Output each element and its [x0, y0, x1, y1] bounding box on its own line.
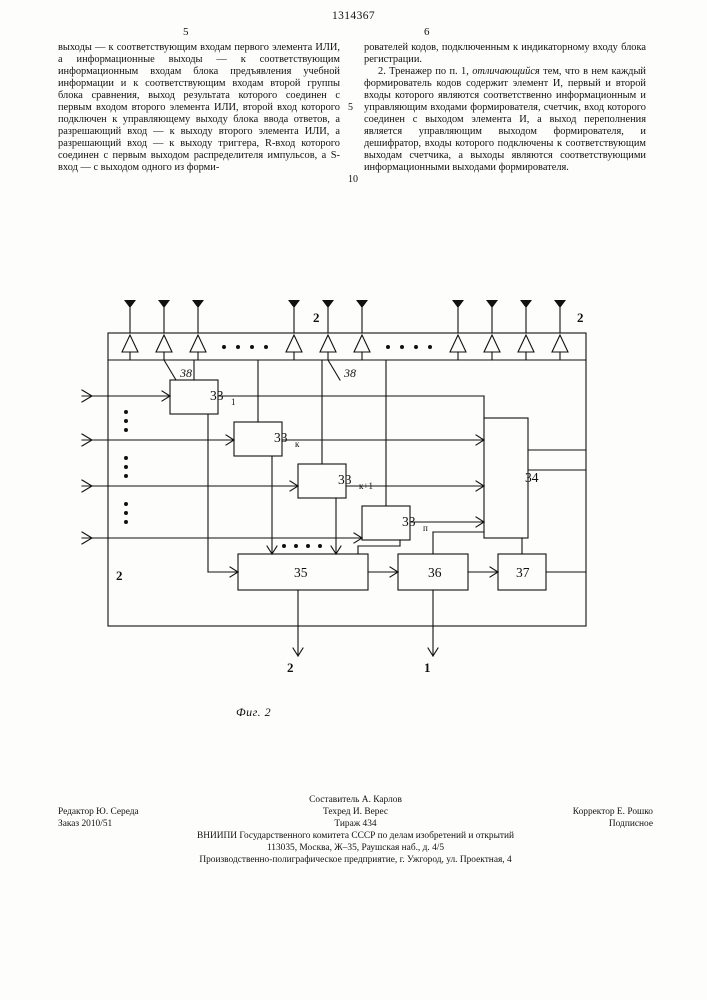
block34-input-arrowheads: [476, 435, 484, 527]
left-input-arrows: [82, 396, 108, 538]
callout-38-left: 38: [180, 366, 192, 380]
figure-2: [58, 300, 653, 720]
top-input-arrows: [130, 308, 560, 333]
left-arrowheads: [82, 390, 92, 544]
claim-2-text-before: 2. Тренажер по п. 1,: [378, 66, 473, 78]
claim-2-text-after: тем, что в нем каждый формирователь кодов содержит элемент И, первый и второй входы которого являются соответственно информационным и управляющим входами формирователя, счетчик, вход которого соединен с выходом элемента И, а выход переполнения является управляющим выходом формирователя, и дешифратор, входы которого подключены к соответствующим выходам счетчика, а выходы являются соответствующими информационными выходами формирователя.: [364, 66, 646, 174]
figure-caption: Фиг. 2: [236, 705, 272, 719]
block-33-k-label: 33: [274, 430, 288, 445]
block-36-label: 36: [428, 565, 442, 580]
block-34-label: 34: [525, 470, 539, 485]
body-text: [58, 42, 653, 175]
block-33-1-label: 33: [210, 388, 224, 403]
bottom-output-arrowheads: [293, 648, 438, 656]
bus-to-blocks: [194, 360, 386, 506]
line-number-5: 5: [348, 102, 353, 113]
diode-ellipsis: [222, 345, 432, 349]
figure-2-schematic: [58, 300, 653, 720]
footer-tirage: Тираж 434: [334, 818, 377, 829]
line-number-10: 10: [348, 174, 358, 185]
block-33-1-sub: 1: [231, 397, 236, 407]
block-33-k-sub: к: [295, 439, 300, 449]
claim-2-italic-term: отличающийся: [472, 66, 540, 78]
left-column-paragraph-1: выходы — к соответствующим входам первого элемента ИЛИ, а информационные выходы — к соответствующим информационным входам блока предъявления учебной информации и к соответствующим входам второй группы блока сравнения, выход результата которого соединен с первым входом второго элемента ИЛИ, второй вход которого подключен к управляющему выходу блока ввода ответов, а разрешающий вход — к выходу второго элемента ИЛИ, а разрешающий вход — к выходу триггера, R-вход которого соединен с первым выходом распределителя импульсов, а S-вход — с выходом одного из форми-: [58, 42, 340, 174]
column-number-right: 6: [424, 26, 430, 38]
label-bottom-left-2: 2: [287, 660, 294, 675]
top-arrowheads: [124, 300, 566, 308]
block34-right-taps: [528, 450, 586, 470]
right-column-paragraph-1: рователей кодов, подключенным к индикаторному входу блока регистрации.: [364, 42, 646, 66]
block-34: [484, 418, 528, 538]
footer-printing: Производственно-полиграфическое предприятие, г. Ужгород, ул. Проектная, 4: [199, 855, 512, 866]
right-column-paragraph-2: [364, 66, 646, 174]
footer-credits-row-1: [58, 807, 653, 818]
right-column: [364, 42, 646, 175]
footer-corrector: Корректор Е. Рошко: [572, 807, 653, 818]
block35-ellipsis: [282, 544, 322, 548]
diode-row: [122, 335, 568, 352]
label-top-right-2: 2: [577, 310, 584, 325]
callout-38-right: 38: [344, 366, 356, 380]
block-35-label: 35: [294, 565, 308, 580]
blocks-to-35: [208, 414, 400, 572]
label-left-bottom-2: 2: [116, 568, 123, 583]
footer-compiler: Составитель А. Карлов: [309, 795, 402, 805]
block-33-k1-sub: к+1: [359, 481, 373, 491]
footer-techred: Техред И. Верес: [322, 807, 389, 818]
block-37-label: 37: [516, 565, 530, 580]
page-footer: [58, 795, 653, 866]
footer-order: Заказ 2010/51: [58, 818, 113, 829]
label-top-left-2: 2: [313, 310, 320, 325]
left-feeds: [108, 396, 362, 538]
left-ellipsis: [124, 410, 128, 524]
footer-subscription: Подписное: [608, 818, 653, 829]
block-33-n-label: 33: [402, 514, 416, 529]
left-column: [58, 42, 340, 175]
patent-number: 1314367: [331, 10, 376, 22]
figure-labels: [116, 310, 584, 675]
bottom-outputs: [298, 590, 433, 656]
footer-credits-row-2: [58, 819, 653, 830]
diode-stems: [130, 352, 560, 360]
block-33-k1-label: 33: [338, 472, 352, 487]
footer-institute: ВНИИПИ Государственного комитета СССР по делам изобретений и открытий: [196, 831, 515, 842]
block-33-n-sub: п: [423, 523, 428, 533]
blocks-to-35-arrowheads: [230, 546, 341, 577]
footer-editor: Редактор Ю. Середа: [58, 807, 139, 818]
label-bottom-right-1: 1: [424, 660, 431, 675]
footer-address: 113035, Москва, Ж–35, Раушская наб., д. 4/5: [266, 842, 445, 853]
column-number-left: 5: [183, 26, 189, 38]
